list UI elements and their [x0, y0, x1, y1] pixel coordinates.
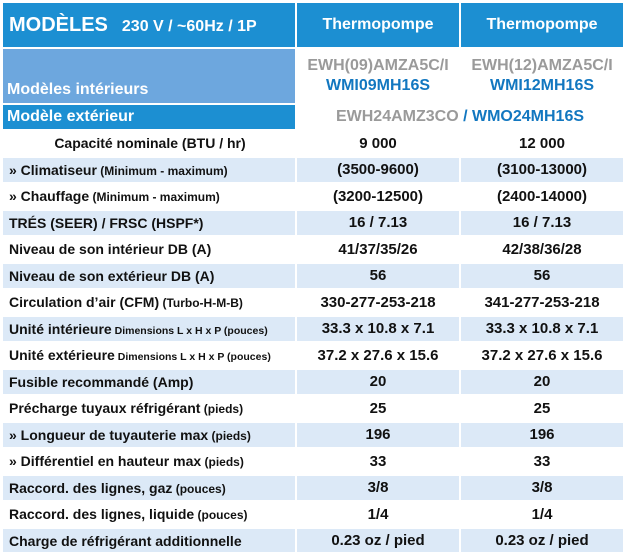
header-row [3, 3, 623, 47]
spec-value-1: 9 000 [297, 131, 459, 156]
spec-label-cell [3, 449, 295, 474]
spec-value-2: 56 [461, 264, 623, 289]
spec-label-cell [3, 237, 295, 262]
spec-value-2: 37.2 x 27.6 x 15.6 [461, 343, 623, 368]
outdoor-model-row [3, 105, 623, 129]
spec-value-1: 16 / 7.13 [297, 211, 459, 236]
spec-value-1: 196 [297, 423, 459, 448]
spec-row [3, 317, 623, 342]
spec-value-2: 33 [461, 449, 623, 474]
spec-note: (Minimum - maximum) [89, 190, 220, 205]
spec-label-cell [3, 423, 295, 448]
spec-value-1: 41/37/35/26 [297, 237, 459, 262]
spec-row [3, 211, 623, 236]
indoor-models-row [3, 49, 623, 103]
spec-row [3, 184, 623, 209]
spec-label: » Climatiseur [9, 161, 97, 178]
spec-label-cell [3, 131, 295, 156]
spec-value-1: 56 [297, 264, 459, 289]
outdoor-model-code: EWH24AMZ3CO [335, 108, 459, 125]
spec-row [3, 476, 623, 501]
spec-label-cell [3, 317, 295, 342]
spec-label-cell [3, 502, 295, 527]
spec-value-2: (2400-14000) [461, 184, 623, 209]
spec-label-cell [3, 184, 295, 209]
spec-label: Fusible recommandé (Amp) [9, 373, 194, 390]
column-header-1: Thermopompe [297, 3, 459, 47]
spec-value-2: 42/38/36/28 [461, 237, 623, 262]
spec-label-cell [3, 370, 295, 395]
spec-label: Précharge tuyaux réfrigérant [9, 400, 201, 417]
spec-row [3, 343, 623, 368]
spec-note: Dimensions L x H x P (pouces) [114, 351, 271, 364]
spec-value-2: 33.3 x 10.8 x 7.1 [461, 317, 623, 342]
spec-label: Capacité nominale (BTU / hr) [54, 135, 246, 152]
spec-label: Unité intérieure [9, 320, 112, 337]
spec-row [3, 237, 623, 262]
outdoor-model-value [297, 105, 623, 129]
spec-row [3, 290, 623, 315]
indoor-model-2-sku: WMI12MH16S [489, 77, 595, 94]
spec-row [3, 370, 623, 395]
spec-row [3, 423, 623, 448]
outdoor-model-label: Modèle extérieur [3, 105, 295, 129]
models-title: MODÈLES [9, 13, 108, 36]
spec-row [3, 529, 623, 552]
spec-label-cell [3, 529, 295, 552]
spec-row [3, 449, 623, 474]
spec-note: (Minimum - maximum) [96, 163, 228, 178]
spec-value-2: 3/8 [461, 476, 623, 501]
spec-note: (pouces) [194, 508, 248, 523]
indoor-model-1-code: EWH(09)AMZA5C/I [307, 57, 449, 74]
spec-value-1: 37.2 x 27.6 x 15.6 [297, 343, 459, 368]
spec-value-1: 1/4 [297, 502, 459, 527]
spec-value-2: 341-277-253-218 [461, 290, 623, 315]
spec-label: TRÉS (SEER) / FRSC (HSPF*) [9, 214, 204, 231]
spec-label: Niveau de son intérieur DB (A) [9, 241, 212, 258]
power-spec: 230 V / ~60Hz / 1P [121, 17, 257, 35]
spec-value-2: 196 [461, 423, 623, 448]
spec-label-cell [3, 211, 295, 236]
spec-note: (pouces) [172, 481, 226, 496]
spec-note: (Turbo-H-M-B) [159, 296, 243, 311]
spec-value-1: 330-277-253-218 [297, 290, 459, 315]
spec-value-2: 25 [461, 396, 623, 421]
spec-note: (pieds) [201, 455, 244, 470]
spec-row [3, 131, 623, 156]
spec-label-cell [3, 396, 295, 421]
spec-value-1: (3200-12500) [297, 184, 459, 209]
spec-label: Raccord. des lignes, liquide [9, 506, 195, 523]
specifications-table [1, 1, 625, 552]
spec-label: » Longueur de tuyauterie max [9, 426, 209, 443]
indoor-models-label: Modèles intérieurs [3, 49, 295, 103]
spec-row [3, 158, 623, 183]
spec-row [3, 264, 623, 289]
spec-label: » Différentiel en hauteur max [9, 453, 202, 470]
spec-label: Niveau de son extérieur DB (A) [9, 267, 215, 284]
spec-value-2: (3100-13000) [461, 158, 623, 183]
models-title-cell [3, 3, 295, 47]
column-header-2: Thermopompe [461, 3, 623, 47]
spec-value-1: 33.3 x 10.8 x 7.1 [297, 317, 459, 342]
spec-label-cell [3, 476, 295, 501]
spec-row [3, 396, 623, 421]
spec-note: (pieds) [200, 402, 244, 417]
outdoor-model-sku: WMO24MH16S [472, 108, 585, 125]
indoor-model-1-sku: WMI09MH16S [325, 77, 431, 94]
spec-value-2: 1/4 [461, 502, 623, 527]
spec-label: Circulation d’air (CFM) [9, 294, 160, 311]
spec-label: Unité extérieure [9, 347, 115, 364]
spec-note: Dimensions L x H x P (pouces) [111, 324, 268, 337]
spec-value-2: 20 [461, 370, 623, 395]
spec-label-cell [3, 290, 295, 315]
spec-value-1: (3500-9600) [297, 158, 459, 183]
outdoor-model-separator: / [458, 108, 472, 125]
spec-label-cell [3, 158, 295, 183]
spec-value-1: 20 [297, 370, 459, 395]
spec-row [3, 502, 623, 527]
indoor-model-2 [461, 49, 623, 103]
spec-value-1: 0.23 oz / pied [297, 529, 459, 552]
spec-value-1: 25 [297, 396, 459, 421]
spec-note: (pieds) [208, 428, 251, 443]
spec-label-cell [3, 343, 295, 368]
spec-value-1: 33 [297, 449, 459, 474]
spec-value-1: 3/8 [297, 476, 459, 501]
spec-label: Charge de réfrigérant additionnelle [9, 532, 242, 549]
indoor-model-2-code: EWH(12)AMZA5C/I [471, 57, 613, 74]
spec-value-2: 12 000 [461, 131, 623, 156]
indoor-model-1 [297, 49, 459, 103]
spec-value-2: 16 / 7.13 [461, 211, 623, 236]
spec-label-cell [3, 264, 295, 289]
spec-label: Raccord. des lignes, gaz [9, 479, 173, 496]
spec-value-2: 0.23 oz / pied [461, 529, 623, 552]
spec-label: » Chauffage [9, 188, 90, 205]
